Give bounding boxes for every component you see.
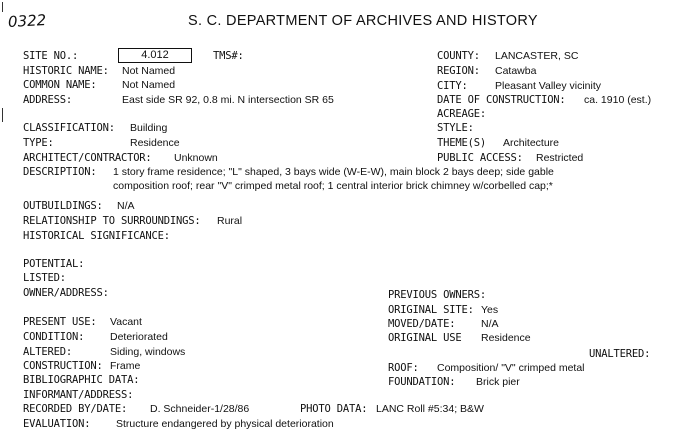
architect-value: Unknown (174, 152, 218, 164)
common-name-value: Not Named (122, 79, 176, 91)
historical-significance-label: HISTORICAL SIGNIFICANCE: (23, 230, 170, 242)
recorded-by-value: D. Schneider-1/28/86 (150, 403, 250, 415)
present-use-label: PRESENT USE: (23, 316, 97, 328)
foundation-label: FOUNDATION: (388, 376, 456, 388)
moved-date-label: MOVED/DATE: (388, 318, 456, 330)
margin-mark-top (2, 2, 3, 12)
handwritten-stamp-number: 0322 (7, 11, 47, 31)
description-line-2: composition roof; rear "V" crimped metal roof; 1 central interior brick chimney w/corbelled cap;* (113, 180, 553, 192)
potential-label: POTENTIAL: (23, 258, 85, 270)
address-value: East side SR 92, 0.8 mi. N intersection SR 65 (122, 94, 334, 106)
type-value: Residence (130, 137, 180, 149)
altered-value: Siding, windows (110, 346, 186, 358)
roof-label: ROOF: (388, 362, 419, 374)
document-title: S. C. DEPARTMENT OF ARCHIVES AND HISTORY (188, 13, 538, 29)
county-label: COUNTY: (437, 50, 480, 62)
acreage-label: ACREAGE: (437, 108, 486, 120)
photo-data-value: LANC Roll #5:34; B&W (376, 403, 484, 415)
evaluation-value: Structure endangered by physical deterioration (116, 418, 334, 430)
recorded-by-label: RECORDED BY/DATE: (23, 403, 128, 415)
informant-address-label: INFORMANT/ADDRESS: (23, 389, 134, 401)
original-use-label: ORIGINAL USE (388, 332, 462, 344)
construction-value: Frame (110, 360, 141, 372)
date-of-construction-label: DATE OF CONSTRUCTION: (437, 94, 566, 106)
classification-value: Building (130, 122, 168, 134)
tms-label: TMS#: (213, 50, 244, 62)
historic-name-value: Not Named (122, 65, 176, 77)
moved-date-value: N/A (481, 318, 499, 330)
outbuildings-value: N/A (117, 200, 135, 212)
unaltered-label: UNALTERED: (589, 348, 651, 360)
condition-label: CONDITION: (23, 331, 85, 343)
type-label: TYPE: (23, 137, 54, 149)
classification-label: CLASSIFICATION: (23, 122, 115, 134)
construction-label: CONSTRUCTION: (23, 360, 103, 372)
original-site-value: Yes (481, 304, 499, 316)
themes-value: Architecture (503, 137, 560, 149)
altered-label: ALTERED: (23, 346, 72, 358)
roof-value: Composition/ "V" crimped metal (437, 362, 585, 374)
evaluation-label: EVALUATION: (23, 418, 91, 430)
listed-label: LISTED: (23, 272, 66, 284)
style-label: STYLE: (437, 122, 474, 134)
condition-value: Deteriorated (110, 331, 168, 343)
region-label: REGION: (437, 65, 480, 77)
previous-owners-label: PREVIOUS OWNERS: (388, 289, 486, 301)
description-label: DESCRIPTION: (23, 166, 97, 178)
original-site-label: ORIGINAL SITE: (388, 304, 474, 316)
description-line-1: 1 story frame residence; "L" shaped, 3 bays wide (W-E-W), main block 2 bays deep; side gable (113, 166, 554, 178)
city-label: CITY: (437, 80, 468, 92)
original-use-value: Residence (481, 332, 531, 344)
photo-data-label: PHOTO DATA: (300, 403, 368, 415)
margin-mark-middle (2, 108, 3, 122)
site-no-value: 4.012 (118, 48, 192, 63)
foundation-value: Brick pier (476, 376, 520, 388)
historic-name-label: HISTORIC NAME: (23, 65, 109, 77)
outbuildings-label: OUTBUILDINGS: (23, 200, 103, 212)
region-value: Catawba (495, 65, 537, 77)
bibliographic-data-label: BIBLIOGRAPHIC DATA: (23, 374, 140, 386)
present-use-value: Vacant (110, 316, 142, 328)
public-access-value: Restricted (536, 152, 584, 164)
common-name-label: COMMON NAME: (23, 79, 97, 91)
public-access-label: PUBLIC ACCESS: (437, 152, 523, 164)
surroundings-label: RELATIONSHIP TO SURROUNDINGS: (23, 215, 201, 227)
owner-address-label: OWNER/ADDRESS: (23, 287, 109, 299)
date-of-construction-value: ca. 1910 (est.) (584, 94, 652, 106)
county-value: LANCASTER, SC (495, 50, 579, 62)
themes-label: THEME(S) (437, 137, 486, 149)
site-no-label: SITE NO.: (23, 50, 79, 62)
surroundings-value: Rural (217, 215, 243, 227)
address-label: ADDRESS: (23, 94, 72, 106)
city-value: Pleasant Valley vicinity (495, 80, 602, 92)
architect-label: ARCHITECT/CONTRACTOR: (23, 152, 152, 164)
